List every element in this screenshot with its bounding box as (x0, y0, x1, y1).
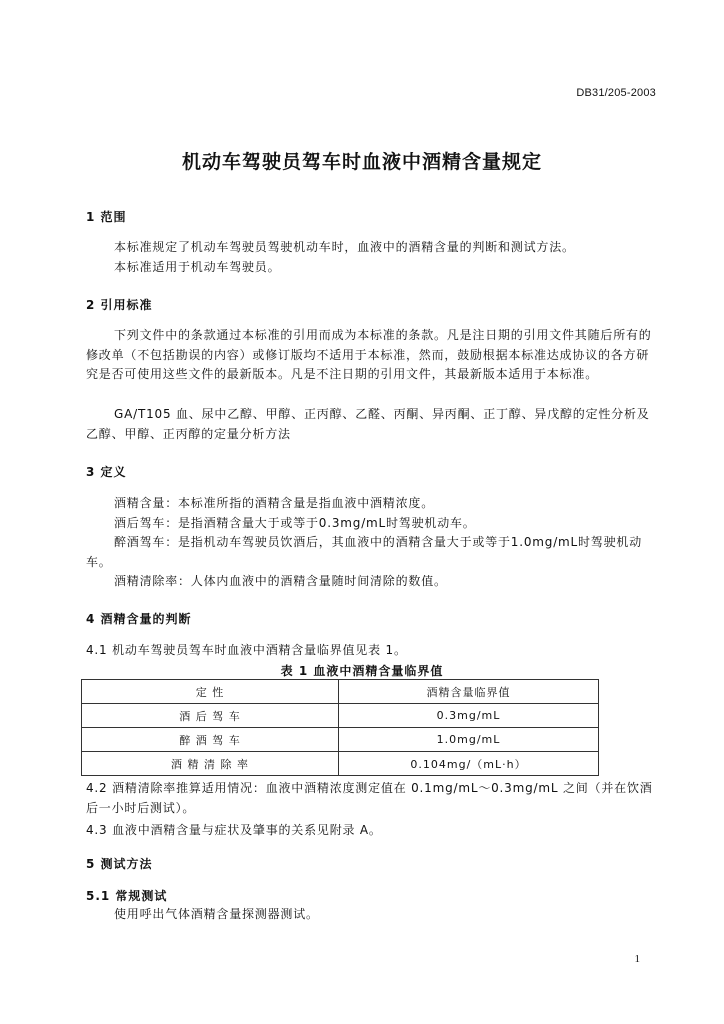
definition-clearance-rate: 酒精清除率：人体内血液中的酒精含量随时间清除的数值。 (114, 574, 447, 588)
section-4-heading: 4 酒精含量的判断 (86, 612, 192, 626)
page-number: 1 (634, 953, 640, 965)
standard-code: DB31/205-2003 (576, 87, 656, 99)
section-2-heading: 2 引用标准 (86, 298, 153, 312)
section-1-paragraph-2: 本标准适用于机动车驾驶员。 (114, 260, 281, 274)
clause-4-3: 4.3 血液中酒精含量与症状及肇事的关系见附录 A。 (86, 823, 382, 837)
table-1-caption: 表 1 血液中酒精含量临界值 (280, 664, 444, 678)
section-1-heading: 1 范围 (86, 210, 127, 224)
table-header-cell: 酒精含量临界值 (339, 680, 599, 704)
clause-4-2: 4.2 酒精清除率推算适用情况：血液中酒精浓度测定值在 0.1mg/mL～0.3mg/mL 之间（并在饮酒后一小时后测试）。 (86, 781, 653, 815)
table-row (82, 704, 599, 728)
table-cell: 酒 后 驾 车 (82, 704, 339, 728)
definition-drunk-driving: 醉酒驾车：是指机动车驾驶员饮酒后，其血液中的酒精含量大于或等于1.0mg/mL时驾驶机动车。 (86, 535, 643, 569)
table-row (82, 728, 599, 752)
table-header-cell: 定 性 (82, 680, 339, 704)
definition-drink-driving: 酒后驾车：是指酒精含量大于或等于0.3mg/mL时驾驶机动车。 (114, 516, 476, 530)
section-1-paragraph-1: 本标准规定了机动车驾驶员驾驶机动车时，血液中的酒精含量的判断和测试方法。 (114, 240, 575, 254)
alcohol-limit-table (81, 679, 599, 776)
section-5-heading: 5 测试方法 (86, 857, 153, 871)
table-cell: 酒 精 清 除 率 (82, 752, 339, 776)
section-2-paragraph-2: GA/T105 血、尿中乙醇、甲醇、正丙醇、乙醛、丙酮、异丙酮、正丁醇、异戊醇的定性分析及乙醇、甲醇、正丙醇的定量分析方法 (86, 407, 650, 441)
section-2-paragraph-1: 下列文件中的条款通过本标准的引用而成为本标准的条款。凡是注日期的引用文件其随后所有的修改单（不包括勘误的内容）或修订版均不适用于本标准，然而，鼓励根据本标准达成协议的各方研究是否可使用这些文件的最新版本。凡是不注日期的引用文件，其最新版本适用于本标准。 (86, 328, 652, 381)
table-cell: 0.104mg/（mL·h） (339, 752, 599, 776)
document-title: 机动车驾驶员驾车时血液中酒精含量规定 (181, 151, 542, 173)
definition-alcohol-content: 酒精含量：本标准所指的酒精含量是指血液中酒精浓度。 (114, 496, 435, 510)
table-cell: 0.3mg/mL (339, 704, 599, 728)
clause-4-1: 4.1 机动车驾驶员驾车时血液中酒精含量临界值见表 1。 (86, 643, 407, 657)
table-header-row (82, 680, 599, 704)
section-3-heading: 3 定义 (86, 465, 127, 479)
clause-5-1-heading: 5.1 常规测试 (86, 889, 168, 903)
table-cell: 1.0mg/mL (339, 728, 599, 752)
table-row (82, 752, 599, 776)
clause-5-1-paragraph: 使用呼出气体酒精含量探测器测试。 (114, 907, 319, 921)
table-cell: 醉 酒 驾 车 (82, 728, 339, 752)
